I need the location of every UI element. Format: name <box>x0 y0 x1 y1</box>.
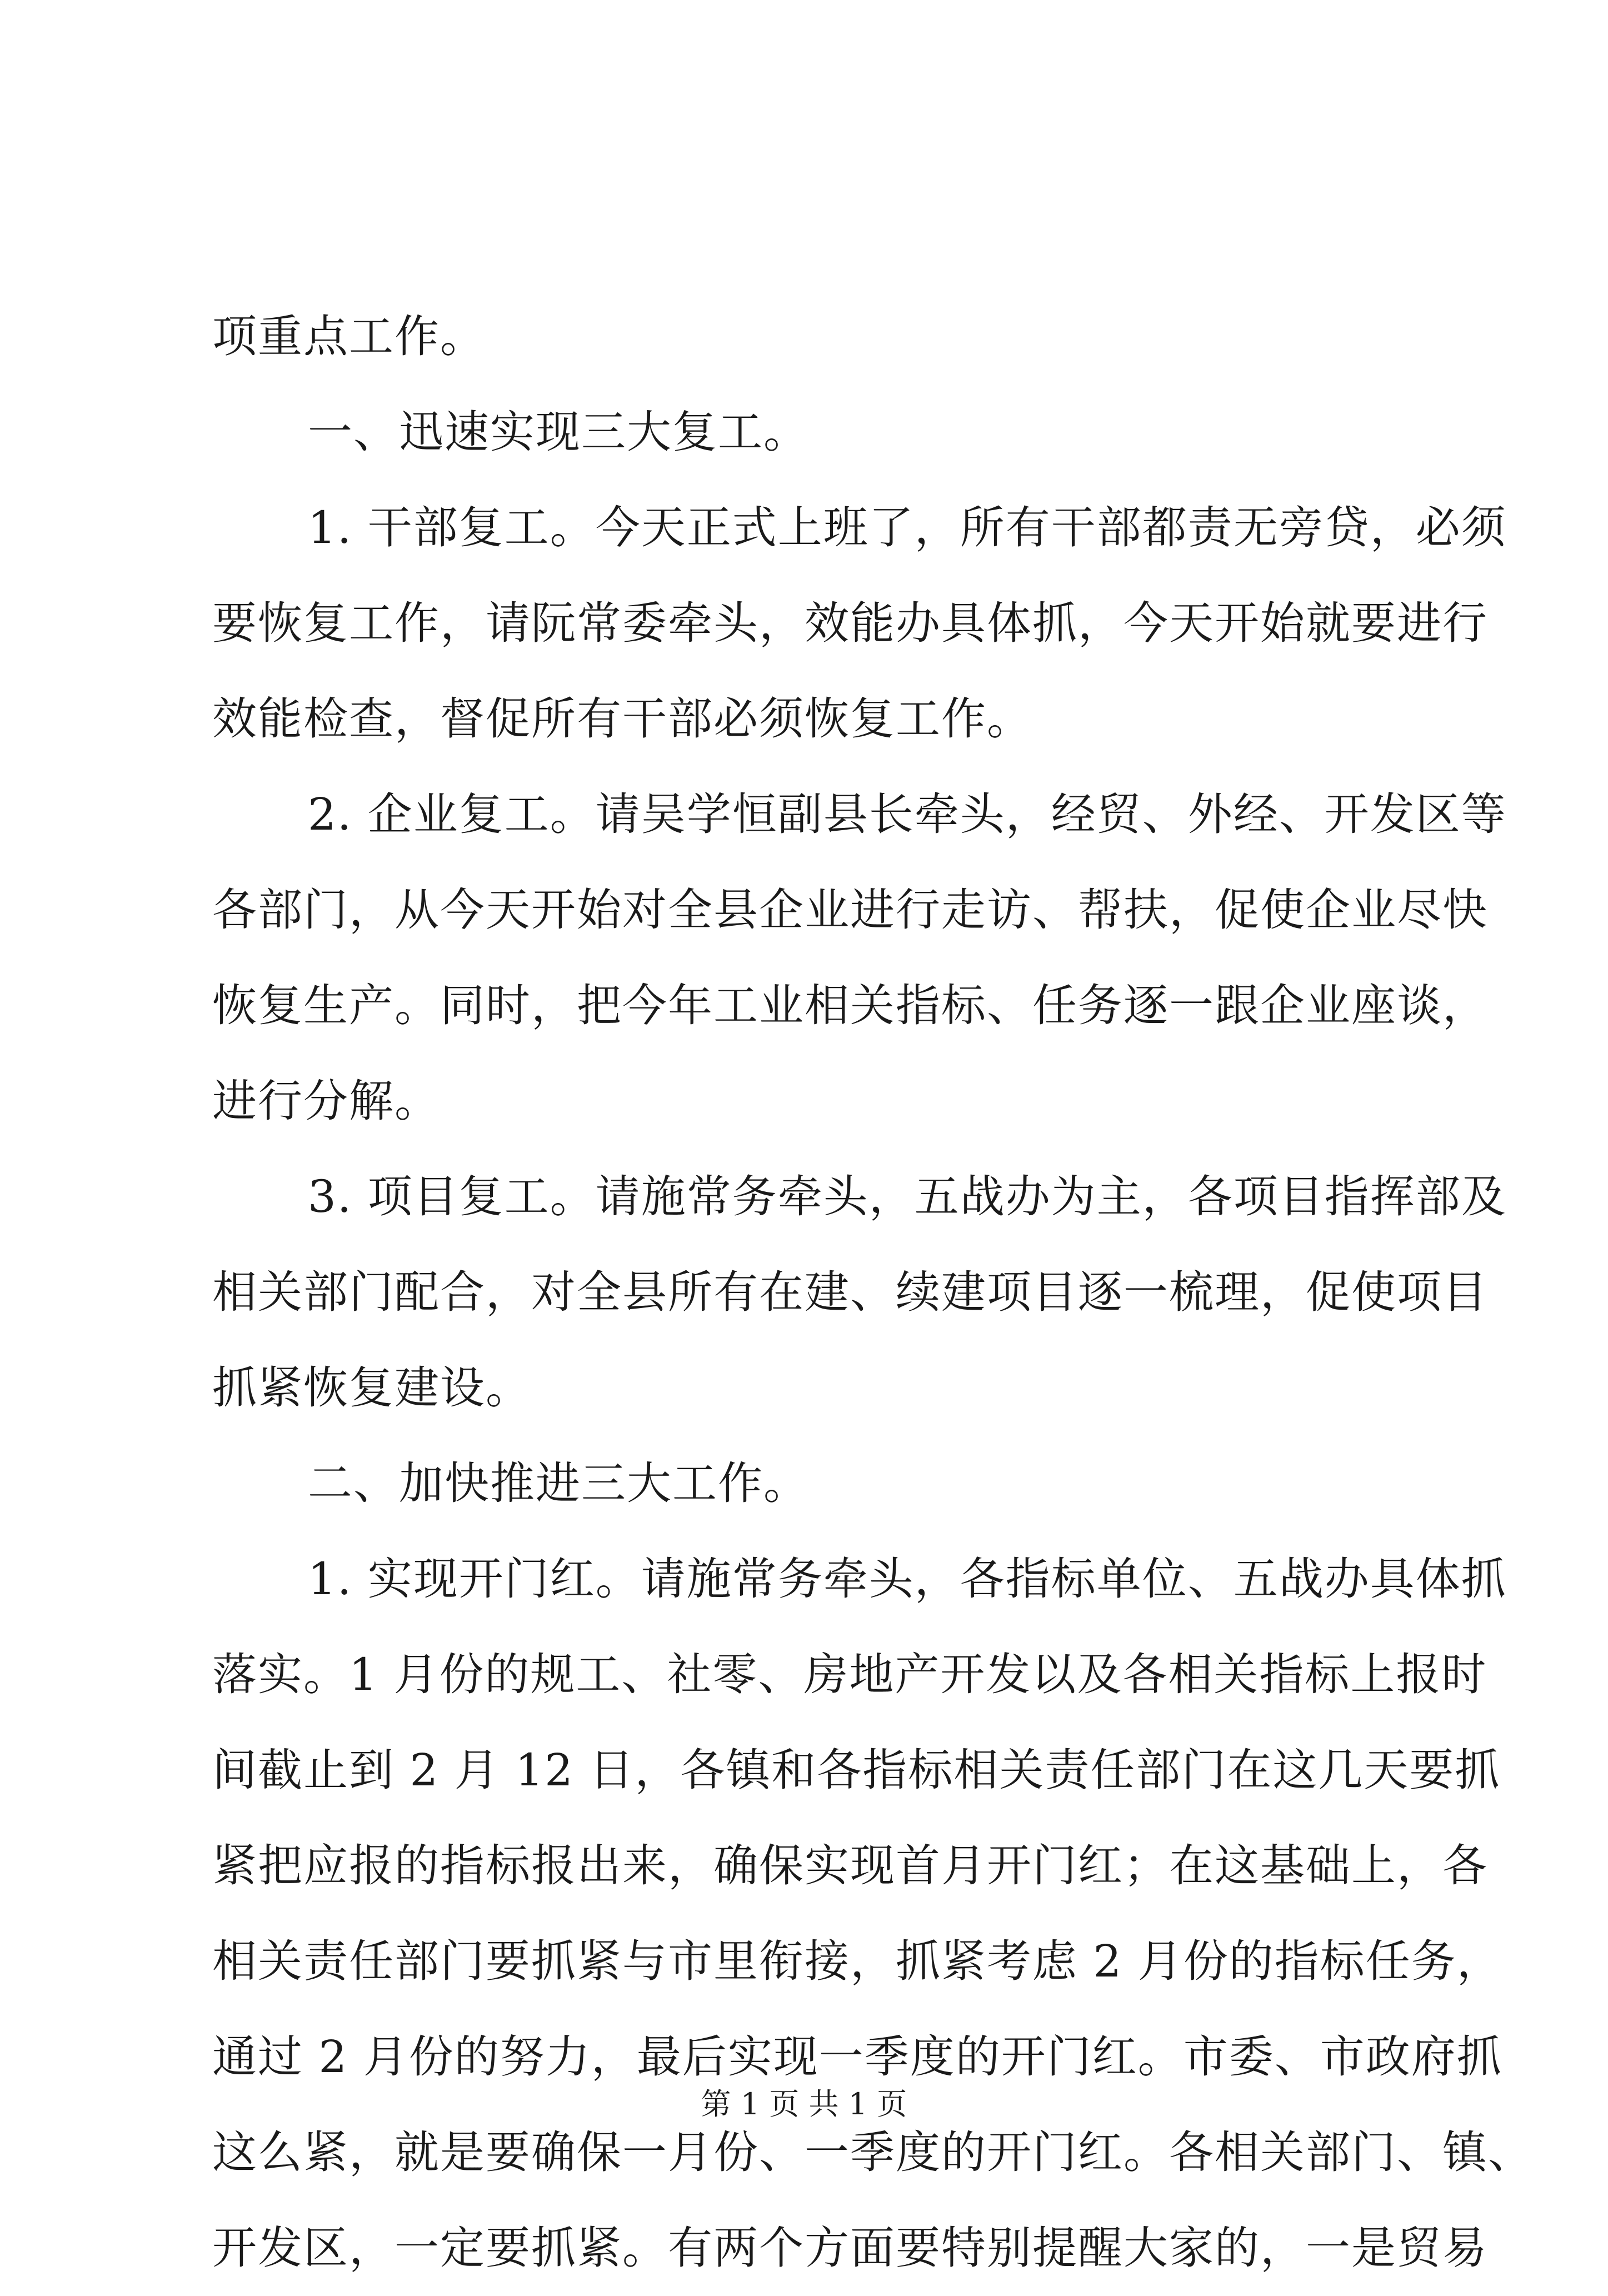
paragraph-3-line-3: 进行分解。 <box>212 1075 440 1127</box>
paragraph-6-line-7: 开发区，一定要抓紧。有两个方面要特别提醒大家的，一是贸易 <box>212 2222 1488 2274</box>
paragraph-6-line-5: 通过 2 月份的努力，最后实现一季度的开门红。市委、市政府抓 <box>212 2031 1502 2083</box>
paragraph-6-line-3: 紧把应报的指标报出来，确保实现首月开门红；在这基础上，各 <box>212 1840 1488 1891</box>
paragraph-0-line-0: 项重点工作。 <box>212 311 486 362</box>
page-footer: 第 1 页 共 1 页 <box>701 2087 907 2122</box>
document-body <box>212 289 1534 2296</box>
paragraph-6-line-6: 这么紧，就是要确保一月份、一季度的开门红。各相关部门、镇、 <box>212 2127 1534 2178</box>
paragraph-3-line-0: 2. 企业复工。请吴学恒副县长牵头，经贸、外经、开发区等 <box>308 788 1507 840</box>
paragraph-6-line-4: 相关责任部门要抓紧与市里衔接，抓紧考虑 2 月份的指标任务， <box>212 1935 1502 1987</box>
paragraph-2-line-1: 要恢复工作，请阮常委牵头，效能办具体抓，今天开始就要进行 <box>212 597 1488 649</box>
paragraph-6-line-1: 落实。1 月份的规工、社零、房地产开发以及各相关指标上报时 <box>212 1649 1487 1700</box>
paragraph-4-line-1: 相关部门配合，对全县所有在建、续建项目逐一梳理，促使项目 <box>212 1266 1488 1318</box>
paragraph-2-line-2: 效能检查，督促所有干部必须恢复工作。 <box>212 693 1032 745</box>
paragraph-3-line-2: 恢复生产。同时，把今年工业相关指标、任务逐一跟企业座谈， <box>212 980 1488 1031</box>
paragraph-2-line-0: 1. 干部复工。今天正式上班了，所有干部都责无旁贷，必须 <box>308 502 1507 553</box>
paragraph-1-line-0: 一、迅速实现三大复工。 <box>308 406 809 458</box>
paragraph-4-line-0: 3. 项目复工。请施常务牵头，五战办为主，各项目指挥部及 <box>308 1171 1507 1222</box>
paragraph-5-line-0: 二、加快推进三大工作。 <box>308 1458 809 1509</box>
paragraph-3-line-1: 各部门，从今天开始对全县企业进行走访、帮扶，促使企业尽快 <box>212 884 1488 936</box>
paragraph-6-line-2: 间截止到 2 月 12 日，各镇和各指标相关责任部门在这几天要抓 <box>212 1744 1501 1796</box>
paragraph-4-line-2: 抓紧恢复建设。 <box>212 1362 531 1414</box>
paragraph-6-line-0: 1. 实现开门红。请施常务牵头，各指标单位、五战办具体抓 <box>308 1553 1507 1605</box>
